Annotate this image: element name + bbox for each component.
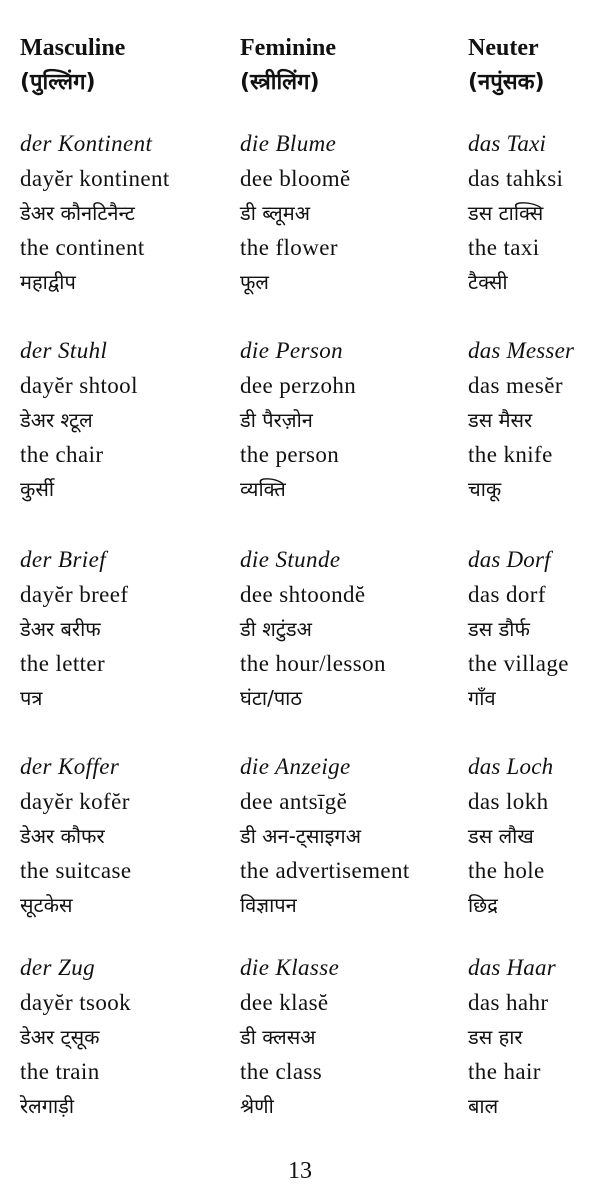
entry-masculine [20,543,232,716]
english-meaning: the hair [468,1058,541,1084]
german-word: die Person [240,338,344,363]
hindi-meaning: विज्ञापन [240,893,297,917]
devanagari-transliteration: डेअर कौनटिनैन्ट [20,201,135,225]
column-header-neuter [468,32,598,102]
entry-neuter [468,334,598,507]
english-meaning: the continent [20,234,145,260]
hindi-meaning: गाँव [468,686,496,710]
devanagari-transliteration: डी अन-ट्साइगअ [240,824,361,848]
entry-feminine [240,543,462,716]
devanagari-transliteration: डस टाक्सि [468,201,544,225]
pronunciation: dee antsīgĕ [240,788,348,814]
header-title: Feminine [240,35,336,61]
german-word: die Anzeige [240,754,351,779]
german-word: das Messer [468,338,575,363]
devanagari-transliteration: डी पैरज़ोन [240,408,313,432]
entry-feminine [240,951,462,1124]
header-title: Masculine [20,35,126,61]
pronunciation: das mesĕr [468,372,563,398]
english-meaning: the class [240,1058,323,1084]
devanagari-transliteration: डेअर श्टूल [20,408,93,432]
hindi-meaning: घंटा/पाठ [240,686,302,710]
hindi-meaning: बाल [468,1094,499,1118]
english-meaning: the suitcase [20,857,132,883]
devanagari-transliteration: डस डौर्फ [468,617,530,641]
hindi-meaning: रेलगाड़ी [20,1094,75,1118]
page-number: 13 [288,1158,312,1184]
english-meaning: the chair [20,441,104,467]
english-meaning: the taxi [468,234,540,260]
pronunciation: das hahr [468,989,549,1015]
german-word: die Stunde [240,547,341,572]
devanagari-transliteration: डी क्लसअ [240,1025,316,1049]
pronunciation: dee bloomĕ [240,165,351,191]
entry-neuter [468,750,598,923]
pronunciation: dayĕr breef [20,581,129,607]
pronunciation: das lokh [468,788,549,814]
pronunciation: dee shtoondĕ [240,581,366,607]
german-word: der Koffer [20,754,120,779]
english-meaning: the train [20,1058,100,1084]
devanagari-transliteration: डस लौख [468,824,534,848]
hindi-meaning: व्यक्ति [240,477,286,501]
hindi-meaning: पत्र [20,686,43,710]
entry-masculine [20,750,232,923]
entry-masculine [20,127,232,300]
devanagari-transliteration: डेअर कौफर [20,824,105,848]
header-hindi: (स्त्रीलिंग) [240,70,320,95]
pronunciation: dayĕr shtool [20,372,138,398]
english-meaning: the advertisement [240,857,410,883]
devanagari-transliteration: डेअर बरीफ [20,617,101,641]
german-word: das Loch [468,754,554,779]
entry-neuter [468,951,598,1124]
hindi-meaning: टैक्सी [468,270,508,294]
header-hindi: (पुल्लिंग) [20,70,96,95]
pronunciation: dayĕr kontinent [20,165,170,191]
entry-feminine [240,750,462,923]
pronunciation: dayĕr kofĕr [20,788,130,814]
entry-masculine [20,334,232,507]
english-meaning: the flower [240,234,338,260]
entry-feminine [240,334,462,507]
hindi-meaning: फूल [240,270,269,294]
entry-masculine [20,951,232,1124]
entry-feminine [240,127,462,300]
german-word: die Klasse [240,955,340,980]
hindi-meaning: श्रेणी [240,1094,274,1118]
hindi-meaning: छिद्र [468,893,498,917]
german-word: das Haar [468,955,556,980]
english-meaning: the hole [468,857,545,883]
german-word: die Blume [240,131,337,156]
hindi-meaning: कुर्सी [20,477,55,501]
english-meaning: the knife [468,441,553,467]
devanagari-transliteration: डेअर ट्सूक [20,1025,100,1049]
devanagari-transliteration: डी शटुंडअ [240,617,312,641]
pronunciation: das dorf [468,581,546,607]
header-title: Neuter [468,35,539,61]
hindi-meaning: महाद्वीप [20,270,76,294]
german-word: das Dorf [468,547,551,572]
entry-neuter [468,543,598,716]
column-header-masculine [20,32,232,102]
entry-neuter [468,127,598,300]
devanagari-transliteration: डस हार [468,1025,523,1049]
pronunciation: dee klasĕ [240,989,329,1015]
devanagari-transliteration: डस मैसर [468,408,533,432]
devanagari-transliteration: डी ब्लूमअ [240,201,310,225]
german-word: das Taxi [468,131,547,156]
column-header-feminine [240,32,462,102]
pronunciation: das tahksi [468,165,564,191]
german-word: der Zug [20,955,96,980]
german-word: der Brief [20,547,106,572]
english-meaning: the person [240,441,340,467]
german-word: der Stuhl [20,338,108,363]
pronunciation: dee perzohn [240,372,357,398]
english-meaning: the letter [20,650,106,676]
english-meaning: the hour/lesson [240,650,386,676]
hindi-meaning: सूटकेस [20,893,73,917]
english-meaning: the village [468,650,569,676]
pronunciation: dayĕr tsook [20,989,132,1015]
hindi-meaning: चाकू [468,477,502,501]
german-word: der Kontinent [20,131,153,156]
header-hindi: (नपुंसक) [468,70,545,95]
